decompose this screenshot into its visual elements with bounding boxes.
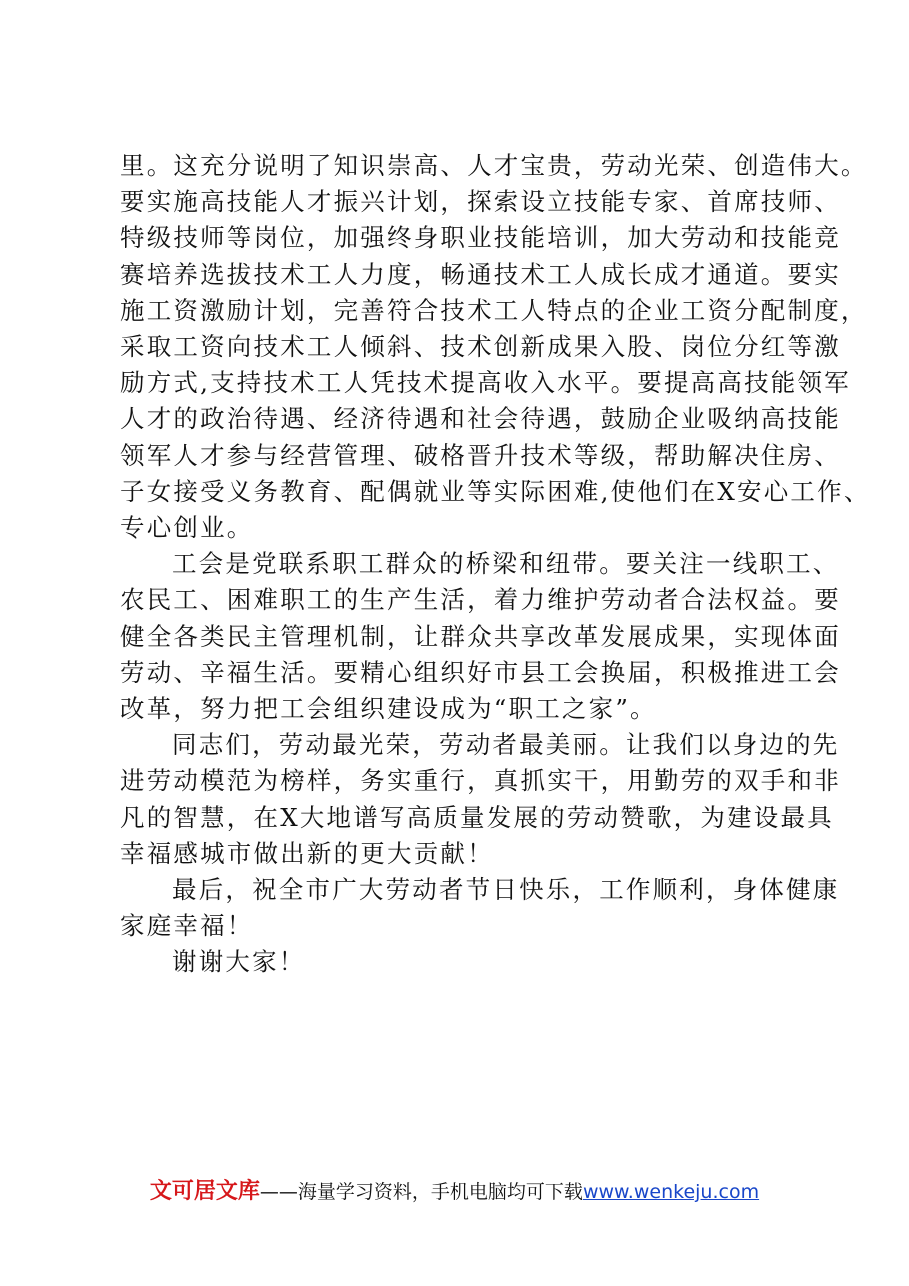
document-line: 施工资激励计划，完善符合技术工人特点的企业工资分配制度， bbox=[120, 295, 868, 325]
document-line: 进劳动模范为榜样，务实重行，真抓实干，用勤劳的双手和非 bbox=[120, 766, 841, 796]
footer-description: 海量学习资料，手机电脑均可下载 bbox=[297, 1181, 583, 1203]
document-line: 赛培养选拔技术工人力度，畅通技术工人成长成才通道。要实 bbox=[120, 259, 841, 289]
document-line: 同志们，劳动最光荣，劳动者最美丽。让我们以身边的先 bbox=[172, 730, 840, 760]
document-line: 里。这充分说明了知识崇高、人才宝贵，劳动光荣、创造伟大。 bbox=[120, 151, 868, 180]
document-line: 领军人才参与经营管理、破格晋升技术等级，帮助解决住房、 bbox=[120, 440, 841, 470]
footer-brand: 文可居文库 bbox=[149, 1179, 260, 1204]
document-line: 要实施高技能人才振兴计划，探索设立技能专家、首席技师、 bbox=[120, 187, 841, 217]
document-body bbox=[120, 148, 871, 981]
footer-url-link[interactable]: www.wenkeju.com bbox=[582, 1181, 760, 1203]
document-line: 劳动、辛福生活。要精心组织好市县工会换届，积极推进工会 bbox=[120, 657, 841, 687]
document-line: 子女接受义务教育、配偶就业等实际困难,使他们在X安心工作、 bbox=[120, 476, 871, 506]
document-line: 农民工、困难职工的生产生活，着力维护劳动者合法权益。要 bbox=[120, 585, 841, 615]
document-line: 改革，努力把工会组织建设成为“职工之家”。 bbox=[120, 694, 657, 724]
document-line: 谢谢大家！ bbox=[172, 947, 306, 977]
document-line: 采取工资向技术工人倾斜、技术创新成果入股、岗位分红等激 bbox=[120, 332, 841, 362]
footer-dash: —— bbox=[259, 1181, 298, 1203]
document-line: 最后，祝全市广大劳动者节日快乐，工作顺利，身体健康 bbox=[172, 875, 840, 905]
document-line: 工会是党联系职工群众的桥梁和纽带。要关注一线职工、 bbox=[172, 549, 840, 579]
footer-banner bbox=[0, 1177, 909, 1207]
document-line: 人才的政治待遇、经济待遇和社会待遇，鼓励企业吸纳高技能 bbox=[120, 404, 841, 434]
document-line: 励方式,支持技术工人凭技术提高收入水平。要提高高技能领军 bbox=[120, 368, 851, 398]
document-line: 家庭幸福！ bbox=[120, 911, 254, 941]
document-line: 专心创业。 bbox=[120, 513, 254, 543]
document-line: 特级技师等岗位，加强终身职业技能培训，加大劳动和技能竞 bbox=[120, 223, 841, 253]
document-line: 凡的智慧，在X大地谱写高质量发展的劳动赞歌，为建设最具 bbox=[120, 802, 834, 832]
document-line: 幸福感城市做出新的更大贡献！ bbox=[120, 838, 494, 868]
document-line: 健全各类民主管理机制，让群众共享改革发展成果，实现体面 bbox=[120, 621, 841, 651]
